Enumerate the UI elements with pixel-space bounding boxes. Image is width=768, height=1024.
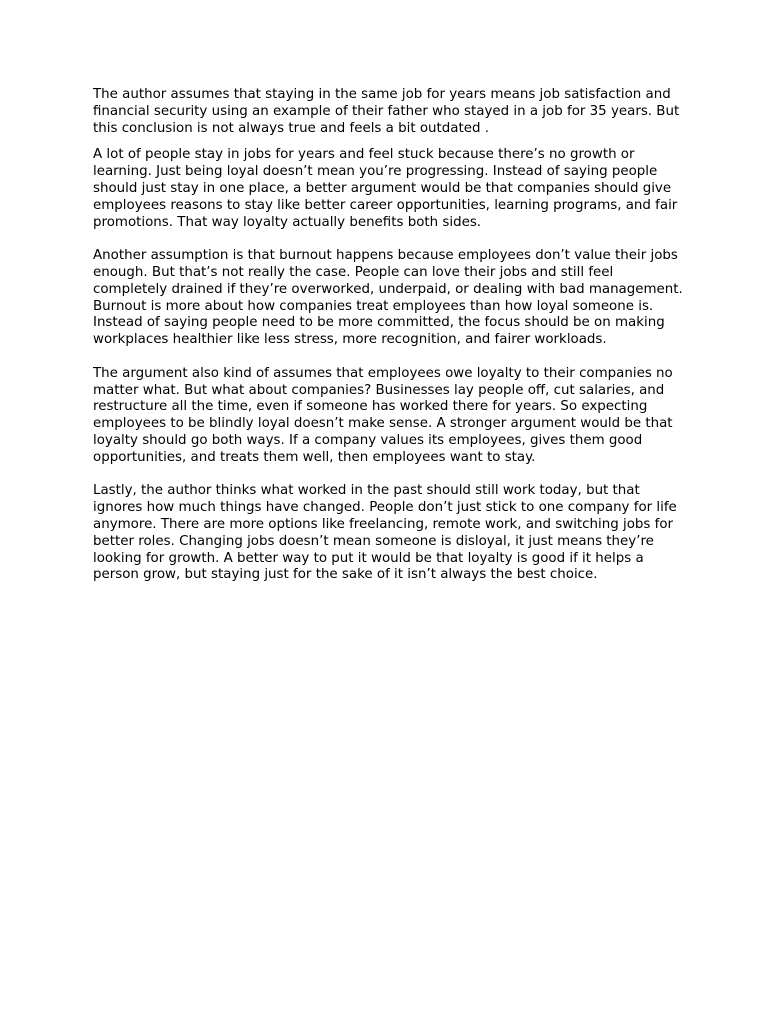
paragraph-3: Another assumption is that burnout happens because employees don’t value their jobs enough. But that’s not really the case. People can love their jobs and still feel completely drained if they’re overworked, underpaid, or dealing with bad management. Burnout is more about how companies treat employees than how loyal someone is. Instead of saying people need to be more committed, the focus should be on making workplaces healthier like less stress, more recognition, and fairer workloads. <box>93 248 683 348</box>
paragraph-4: The argument also kind of assumes that employees owe loyalty to their companies no matter what. But what about companies? Businesses lay people off, cut salaries, and restructure all the time, even if someone has worked there for years. So expecting employees to be blindly loyal doesn’t make sense. A stronger argument would be that loyalty should go both ways. If a company values its employees, gives them good opportunities, and treats them well, then employees want to stay. <box>93 365 673 465</box>
paragraph-1: The author assumes that staying in the same job for years means job satisfaction and financial security using an example of their father who stayed in a job for 35 years. But this conclusion is not always true and feels a bit outdated . <box>93 87 680 136</box>
document-body <box>93 87 683 584</box>
paragraph-2: A lot of people stay in jobs for years and feel stuck because there’s no growth or learning. Just being loyal doesn’t mean you’re progressing. Instead of saying people should just stay in one place, a better argument would be that companies should give employees reasons to stay like better career opportunities, learning programs, and fair promotions. That way loyalty actually benefits both sides. <box>93 147 678 230</box>
paragraph-5: Lastly, the author thinks what worked in the past should still work today, but that ignores how much things have changed. People don’t just stick to one company for life anymore. There are more options like freelancing, remote work, and switching jobs for better roles. Changing jobs doesn’t mean someone is disloyal, it just means they’re looking for growth. A better way to put it would be that loyalty is good if it helps a person grow, but staying just for the sake of it isn’t always the best choice. <box>93 483 677 583</box>
